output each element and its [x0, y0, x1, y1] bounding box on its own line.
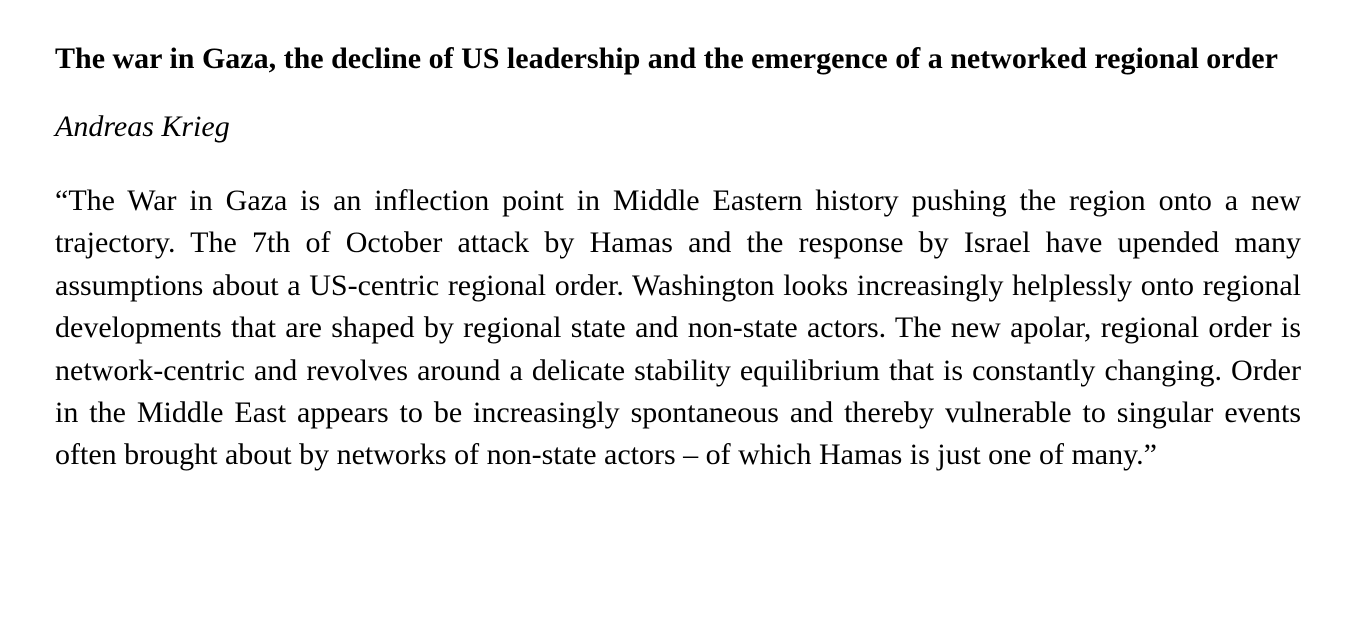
article-author: Andreas Krieg [55, 110, 230, 143]
article-title: The war in Gaza, the decline of US leadership and the emergence of a networked regional order [55, 42, 1278, 75]
article-abstract: “The War in Gaza is an inflection point in Middle Eastern history pushing the region onto a new trajectory. The 7th of October attack by Hamas and the response by Israel have upended many assumptions about a US-centric regional order. Washington looks increasingly helplessly onto regional developments that are shaped by regional state and non-state actors. The new apolar, regional order is network-centric and revolves around a delicate stability equilibrium that is constantly changing. Order in the Middle East appears to be increasingly spontaneous and thereby vulnerable to singular events often brought about by networks of non-state actors – of which Hamas is just one of many.” [55, 184, 1301, 472]
article [55, 38, 1301, 477]
